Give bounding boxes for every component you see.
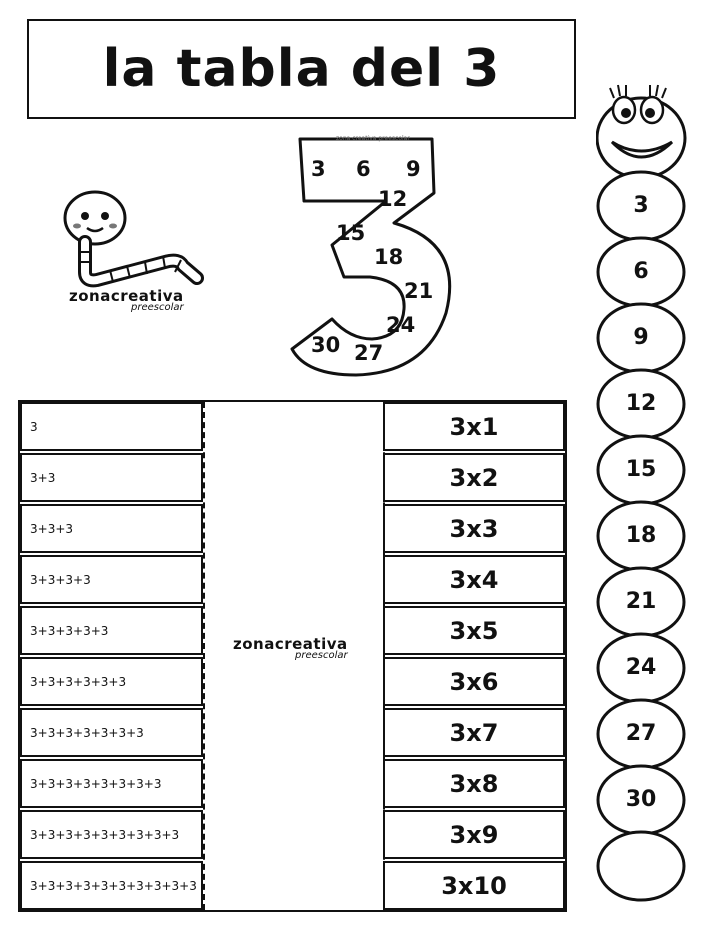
mults-column [383, 402, 565, 910]
caterpillar-number: 24 [625, 655, 657, 680]
caterpillar-number: 21 [625, 589, 657, 614]
mult-row: 3x4 [383, 555, 565, 604]
caterpillar-number: 6 [633, 259, 649, 284]
mult-row: 3x1 [383, 402, 565, 451]
sum-row: 3+3+3+3+3+3+3+3+3 [20, 810, 203, 859]
title-box [27, 19, 576, 119]
brand-sub: preescolar [131, 302, 184, 313]
multiple-3: 3 [311, 157, 326, 181]
sum-row: 3+3+3+3+3 [20, 606, 203, 655]
caterpillar-number: 3 [633, 193, 649, 218]
multiple-30: 30 [311, 333, 341, 357]
caterpillar-number: 9 [633, 325, 649, 350]
brand-logo [69, 286, 184, 313]
mult-row: 3x9 [383, 810, 565, 859]
worm-logo [55, 180, 215, 320]
multiple-27: 27 [354, 341, 384, 365]
sum-row: 3 [20, 402, 203, 451]
mult-row: 3x8 [383, 759, 565, 808]
mult-row: 3x3 [383, 504, 565, 553]
mult-row: 3x5 [383, 606, 565, 655]
cut-line-left [203, 402, 205, 910]
multiple-18: 18 [374, 245, 404, 269]
caterpillar-number: 27 [625, 721, 657, 746]
sums-column [20, 402, 203, 910]
caterpillar-number: 30 [625, 787, 657, 812]
multiple-6: 6 [356, 157, 371, 181]
mult-row: 3x6 [383, 657, 565, 706]
worm-icon [55, 180, 215, 290]
sum-row: 3+3 [20, 453, 203, 502]
sum-row: 3+3+3+3+3+3+3+3+3+3 [20, 861, 203, 910]
page-title: la tabla del 3 [102, 39, 501, 99]
sum-row: 3+3+3+3+3+3 [20, 657, 203, 706]
sum-row: 3+3+3+3+3+3+3+3 [20, 759, 203, 808]
multiple-15: 15 [336, 221, 366, 245]
sum-row: 3+3+3+3 [20, 555, 203, 604]
caterpillar-number: 18 [625, 523, 657, 548]
caterpillar [596, 80, 696, 920]
big-three-figure [286, 133, 466, 383]
mult-row: 3x7 [383, 708, 565, 757]
sum-row: 3+3+3+3+3+3+3 [20, 708, 203, 757]
center-brand-name: zonacreativa [233, 635, 348, 653]
mult-row: 3x10 [383, 861, 565, 910]
caterpillar-number: 12 [625, 391, 657, 416]
caterpillar-number: 15 [625, 457, 657, 482]
brand-name: zonacreativa [69, 287, 184, 305]
multiplication-table [18, 400, 567, 912]
multiple-9: 9 [406, 157, 421, 181]
center-brand-sub: preescolar [295, 650, 348, 661]
mult-row: 3x2 [383, 453, 565, 502]
sum-row: 3+3+3 [20, 504, 203, 553]
multiple-21: 21 [404, 279, 434, 303]
figure-caption: zona creativa preescolar [336, 135, 410, 142]
multiple-24: 24 [386, 313, 416, 337]
center-brand-logo [233, 634, 348, 661]
multiple-12: 12 [378, 187, 408, 211]
